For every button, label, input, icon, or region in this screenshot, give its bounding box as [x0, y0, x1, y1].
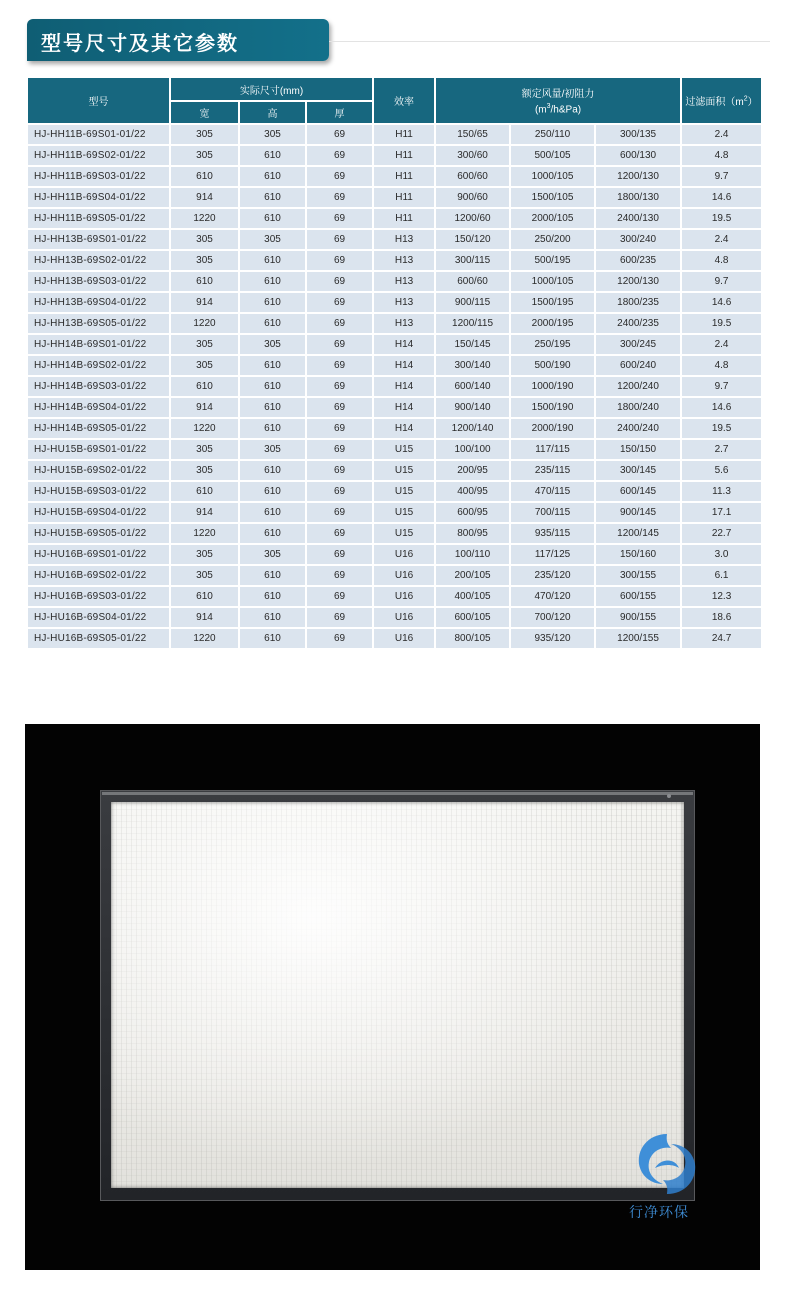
cell-filter-area: 24.7: [681, 628, 762, 649]
header-width: 宽: [170, 101, 239, 124]
cell-filter-area: 12.3: [681, 586, 762, 607]
cell-width: 305: [170, 145, 239, 166]
cell-width: 305: [170, 250, 239, 271]
cell-airflow-1: 100/100: [435, 439, 510, 460]
cell-width: 914: [170, 607, 239, 628]
cell-airflow-1: 100/110: [435, 544, 510, 565]
cell-efficiency: H13: [373, 250, 435, 271]
cell-airflow-1: 150/65: [435, 124, 510, 145]
cell-efficiency: H11: [373, 145, 435, 166]
cell-filter-area: 9.7: [681, 166, 762, 187]
cell-airflow-1: 300/60: [435, 145, 510, 166]
table-row: [27, 355, 762, 376]
cell-airflow-2: 1000/105: [510, 271, 595, 292]
header-efficiency: 效率: [373, 77, 435, 124]
cell-model: HJ-HH14B-69S05-01/22: [27, 418, 170, 439]
cell-filter-area: 4.8: [681, 355, 762, 376]
table-row: [27, 208, 762, 229]
cell-depth: 69: [306, 418, 373, 439]
cell-width: 914: [170, 397, 239, 418]
header-model: 型号: [27, 77, 170, 124]
table-row: [27, 187, 762, 208]
cell-depth: 69: [306, 481, 373, 502]
cell-depth: 69: [306, 208, 373, 229]
cell-model: HJ-HH13B-69S02-01/22: [27, 250, 170, 271]
cell-model: HJ-HH11B-69S05-01/22: [27, 208, 170, 229]
cell-filter-area: 9.7: [681, 271, 762, 292]
cell-efficiency: H11: [373, 187, 435, 208]
cell-height: 610: [239, 586, 306, 607]
cell-efficiency: H13: [373, 229, 435, 250]
cell-filter-area: 14.6: [681, 187, 762, 208]
table-row: [27, 145, 762, 166]
cell-height: 610: [239, 397, 306, 418]
cell-height: 610: [239, 418, 306, 439]
cell-depth: 69: [306, 628, 373, 649]
cell-depth: 69: [306, 250, 373, 271]
cell-depth: 69: [306, 439, 373, 460]
cell-airflow-1: 200/105: [435, 565, 510, 586]
spec-table: [26, 76, 763, 650]
cell-airflow-2: 117/115: [510, 439, 595, 460]
cell-model: HJ-HH11B-69S02-01/22: [27, 145, 170, 166]
cell-efficiency: U16: [373, 586, 435, 607]
cell-airflow-3: 2400/240: [595, 418, 681, 439]
cell-filter-area: 19.5: [681, 208, 762, 229]
table-row: [27, 313, 762, 334]
cell-airflow-3: 1200/130: [595, 166, 681, 187]
table-row: [27, 481, 762, 502]
cell-height: 305: [239, 334, 306, 355]
table-row: [27, 502, 762, 523]
cell-airflow-1: 1200/60: [435, 208, 510, 229]
cell-airflow-3: 300/240: [595, 229, 681, 250]
cell-airflow-1: 900/60: [435, 187, 510, 208]
cell-height: 610: [239, 502, 306, 523]
cell-airflow-2: 250/110: [510, 124, 595, 145]
cell-airflow-3: 300/135: [595, 124, 681, 145]
cell-model: HJ-HH14B-69S04-01/22: [27, 397, 170, 418]
cell-airflow-3: 1800/240: [595, 397, 681, 418]
cell-airflow-2: 250/200: [510, 229, 595, 250]
filter-frame: [100, 790, 695, 1201]
spec-table-container: [26, 76, 761, 650]
cell-model: HJ-HU16B-69S04-01/22: [27, 607, 170, 628]
table-row: [27, 334, 762, 355]
cell-efficiency: H14: [373, 355, 435, 376]
cell-airflow-2: 2000/105: [510, 208, 595, 229]
cell-filter-area: 14.6: [681, 292, 762, 313]
cell-depth: 69: [306, 502, 373, 523]
cell-model: HJ-HH11B-69S04-01/22: [27, 187, 170, 208]
cell-width: 914: [170, 502, 239, 523]
cell-height: 610: [239, 523, 306, 544]
cell-airflow-3: 2400/235: [595, 313, 681, 334]
cell-efficiency: H14: [373, 418, 435, 439]
cell-airflow-2: 2000/195: [510, 313, 595, 334]
cell-efficiency: H14: [373, 376, 435, 397]
cell-width: 1220: [170, 313, 239, 334]
cell-depth: 69: [306, 544, 373, 565]
table-row: [27, 250, 762, 271]
header-depth: 厚: [306, 101, 373, 124]
cell-airflow-3: 1800/130: [595, 187, 681, 208]
cell-depth: 69: [306, 166, 373, 187]
table-row: [27, 397, 762, 418]
cell-efficiency: U16: [373, 544, 435, 565]
cell-airflow-3: 1200/155: [595, 628, 681, 649]
cell-airflow-3: 600/130: [595, 145, 681, 166]
cell-width: 305: [170, 229, 239, 250]
cell-width: 1220: [170, 208, 239, 229]
cell-height: 305: [239, 229, 306, 250]
cell-depth: 69: [306, 565, 373, 586]
cell-filter-area: 9.7: [681, 376, 762, 397]
cell-airflow-1: 600/60: [435, 166, 510, 187]
product-photo: [25, 724, 760, 1270]
table-row: [27, 418, 762, 439]
cell-airflow-2: 1500/105: [510, 187, 595, 208]
cell-efficiency: H13: [373, 313, 435, 334]
cell-width: 305: [170, 334, 239, 355]
cell-height: 610: [239, 565, 306, 586]
cell-depth: 69: [306, 376, 373, 397]
section-banner: [27, 19, 329, 61]
cell-height: 610: [239, 313, 306, 334]
cell-airflow-1: 600/105: [435, 607, 510, 628]
cell-depth: 69: [306, 124, 373, 145]
cell-height: 610: [239, 187, 306, 208]
cell-model: HJ-HH14B-69S02-01/22: [27, 355, 170, 376]
header-size-group: 实际尺寸(mm): [170, 77, 373, 101]
table-row: [27, 376, 762, 397]
cell-depth: 69: [306, 187, 373, 208]
cell-model: HJ-HH13B-69S05-01/22: [27, 313, 170, 334]
cell-efficiency: H11: [373, 124, 435, 145]
cell-airflow-2: 1000/105: [510, 166, 595, 187]
cell-airflow-1: 600/60: [435, 271, 510, 292]
cell-airflow-2: 250/195: [510, 334, 595, 355]
cell-efficiency: U16: [373, 607, 435, 628]
cell-height: 610: [239, 628, 306, 649]
table-row: [27, 292, 762, 313]
cell-airflow-3: 900/155: [595, 607, 681, 628]
table-row: [27, 607, 762, 628]
cell-efficiency: H11: [373, 208, 435, 229]
cell-width: 914: [170, 292, 239, 313]
cell-airflow-1: 800/95: [435, 523, 510, 544]
cell-efficiency: U15: [373, 523, 435, 544]
table-row: [27, 523, 762, 544]
cell-width: 305: [170, 460, 239, 481]
cell-model: HJ-HU16B-69S02-01/22: [27, 565, 170, 586]
cell-model: HJ-HU15B-69S01-01/22: [27, 439, 170, 460]
cell-model: HJ-HH13B-69S04-01/22: [27, 292, 170, 313]
cell-airflow-3: 150/160: [595, 544, 681, 565]
cell-depth: 69: [306, 586, 373, 607]
cell-airflow-1: 150/145: [435, 334, 510, 355]
header-airflow-line2: $(m^3/h\&Pa)$: [534, 103, 582, 116]
cell-height: 610: [239, 250, 306, 271]
cell-airflow-3: 600/235: [595, 250, 681, 271]
banner-divider: [329, 41, 770, 42]
cell-width: 1220: [170, 418, 239, 439]
cell-depth: 69: [306, 313, 373, 334]
frame-edge-highlight: [102, 792, 693, 795]
cell-model: HJ-HU16B-69S01-01/22: [27, 544, 170, 565]
cell-height: 610: [239, 376, 306, 397]
cell-height: 610: [239, 460, 306, 481]
cell-width: 305: [170, 439, 239, 460]
cell-efficiency: H13: [373, 292, 435, 313]
cell-efficiency: U15: [373, 502, 435, 523]
cell-model: HJ-HU16B-69S03-01/22: [27, 586, 170, 607]
cell-height: 610: [239, 271, 306, 292]
cell-filter-area: 11.3: [681, 481, 762, 502]
cell-model: HJ-HH14B-69S01-01/22: [27, 334, 170, 355]
cell-airflow-2: 470/120: [510, 586, 595, 607]
cell-airflow-1: 900/115: [435, 292, 510, 313]
cell-width: 305: [170, 565, 239, 586]
cell-filter-area: 2.7: [681, 439, 762, 460]
cell-model: HJ-HH11B-69S01-01/22: [27, 124, 170, 145]
cell-efficiency: H14: [373, 334, 435, 355]
cell-model: HJ-HU15B-69S05-01/22: [27, 523, 170, 544]
cell-airflow-1: 900/140: [435, 397, 510, 418]
cell-height: 610: [239, 481, 306, 502]
cell-airflow-1: 600/140: [435, 376, 510, 397]
cell-airflow-2: 500/105: [510, 145, 595, 166]
cell-width: 305: [170, 544, 239, 565]
cell-airflow-2: 1000/190: [510, 376, 595, 397]
header-filter-area: 过滤面积$(m^2)$: [681, 77, 762, 124]
table-row: [27, 628, 762, 649]
cell-height: 610: [239, 355, 306, 376]
cell-width: 610: [170, 166, 239, 187]
cell-depth: 69: [306, 460, 373, 481]
cell-filter-area: 6.1: [681, 565, 762, 586]
cell-model: HJ-HH11B-69S03-01/22: [27, 166, 170, 187]
table-row: [27, 439, 762, 460]
cell-height: 610: [239, 166, 306, 187]
cell-airflow-2: 235/115: [510, 460, 595, 481]
cell-depth: 69: [306, 523, 373, 544]
header-airflow-group: [435, 77, 681, 124]
cell-airflow-1: 800/105: [435, 628, 510, 649]
cell-depth: 69: [306, 355, 373, 376]
section-title: 型号尺寸及其它参数: [41, 31, 239, 55]
table-row: [27, 166, 762, 187]
cell-airflow-1: 300/140: [435, 355, 510, 376]
cell-airflow-3: 2400/130: [595, 208, 681, 229]
cell-depth: 69: [306, 145, 373, 166]
table-row: [27, 565, 762, 586]
cell-airflow-3: 300/155: [595, 565, 681, 586]
cell-filter-area: 17.1: [681, 502, 762, 523]
cell-width: 1220: [170, 523, 239, 544]
cell-efficiency: U15: [373, 460, 435, 481]
cell-airflow-1: 1200/115: [435, 313, 510, 334]
table-row: [27, 124, 762, 145]
cell-efficiency: U16: [373, 628, 435, 649]
cell-airflow-3: 600/145: [595, 481, 681, 502]
cell-airflow-2: 1500/190: [510, 397, 595, 418]
cell-model: HJ-HH13B-69S03-01/22: [27, 271, 170, 292]
cell-filter-area: 14.6: [681, 397, 762, 418]
cell-depth: 69: [306, 334, 373, 355]
cell-airflow-1: 400/105: [435, 586, 510, 607]
cell-height: 610: [239, 145, 306, 166]
cell-width: 914: [170, 187, 239, 208]
cell-airflow-1: 400/95: [435, 481, 510, 502]
cell-airflow-1: 1200/140: [435, 418, 510, 439]
cell-model: HJ-HU15B-69S04-01/22: [27, 502, 170, 523]
cell-airflow-2: 117/125: [510, 544, 595, 565]
cell-airflow-2: 2000/190: [510, 418, 595, 439]
cell-airflow-2: 500/195: [510, 250, 595, 271]
cell-airflow-3: 300/245: [595, 334, 681, 355]
cell-width: 610: [170, 271, 239, 292]
cell-airflow-3: 900/145: [595, 502, 681, 523]
cell-filter-area: 4.8: [681, 145, 762, 166]
cell-airflow-3: 300/145: [595, 460, 681, 481]
cell-width: 305: [170, 355, 239, 376]
cell-airflow-2: 700/120: [510, 607, 595, 628]
cell-efficiency: H14: [373, 397, 435, 418]
cell-height: 610: [239, 292, 306, 313]
header-height: 高: [239, 101, 306, 124]
cell-width: 610: [170, 481, 239, 502]
cell-height: 305: [239, 439, 306, 460]
frame-rivet: [667, 794, 671, 798]
cell-height: 305: [239, 544, 306, 565]
cell-airflow-3: 150/150: [595, 439, 681, 460]
cell-width: 610: [170, 586, 239, 607]
cell-width: 305: [170, 124, 239, 145]
cell-width: 1220: [170, 628, 239, 649]
cell-airflow-2: 470/115: [510, 481, 595, 502]
cell-airflow-1: 600/95: [435, 502, 510, 523]
cell-efficiency: U15: [373, 481, 435, 502]
cell-filter-area: 19.5: [681, 313, 762, 334]
cell-height: 305: [239, 124, 306, 145]
cell-airflow-1: 150/120: [435, 229, 510, 250]
cell-depth: 69: [306, 292, 373, 313]
cell-filter-area: 2.4: [681, 334, 762, 355]
cell-filter-area: 2.4: [681, 124, 762, 145]
cell-airflow-2: 500/190: [510, 355, 595, 376]
cell-airflow-2: 700/115: [510, 502, 595, 523]
cell-model: HJ-HH14B-69S03-01/22: [27, 376, 170, 397]
table-row: [27, 460, 762, 481]
cell-filter-area: 18.6: [681, 607, 762, 628]
cell-filter-area: 19.5: [681, 418, 762, 439]
cell-filter-area: 4.8: [681, 250, 762, 271]
cell-filter-area: 22.7: [681, 523, 762, 544]
logo-brand-text: 行净环保: [629, 1205, 689, 1221]
cell-airflow-1: 200/95: [435, 460, 510, 481]
cell-model: HJ-HU16B-69S05-01/22: [27, 628, 170, 649]
cell-filter-area: 3.0: [681, 544, 762, 565]
cell-airflow-3: 1200/240: [595, 376, 681, 397]
cell-airflow-3: 600/155: [595, 586, 681, 607]
table-row: [27, 229, 762, 250]
cell-depth: 69: [306, 271, 373, 292]
cell-efficiency: U15: [373, 439, 435, 460]
cell-airflow-3: 1200/145: [595, 523, 681, 544]
cell-model: HJ-HU15B-69S02-01/22: [27, 460, 170, 481]
cell-airflow-2: 935/115: [510, 523, 595, 544]
cell-airflow-2: 935/120: [510, 628, 595, 649]
table-row: [27, 271, 762, 292]
cell-airflow-3: 1800/235: [595, 292, 681, 313]
cell-efficiency: U16: [373, 565, 435, 586]
cell-airflow-2: 235/120: [510, 565, 595, 586]
header-airflow-line1: 额定风量/初阻力: [521, 89, 595, 101]
cell-airflow-3: 1200/130: [595, 271, 681, 292]
cell-depth: 69: [306, 607, 373, 628]
cell-height: 610: [239, 208, 306, 229]
cell-width: 610: [170, 376, 239, 397]
filter-media: [111, 802, 684, 1188]
cell-efficiency: H11: [373, 166, 435, 187]
cell-filter-area: 5.6: [681, 460, 762, 481]
cell-airflow-1: 300/115: [435, 250, 510, 271]
table-row: [27, 544, 762, 565]
table-row: [27, 586, 762, 607]
spec-table-body: [27, 124, 762, 649]
swirl-logo-icon: [631, 1128, 703, 1200]
cell-model: HJ-HH13B-69S01-01/22: [27, 229, 170, 250]
cell-airflow-2: 1500/195: [510, 292, 595, 313]
cell-height: 610: [239, 607, 306, 628]
cell-depth: 69: [306, 397, 373, 418]
cell-airflow-3: 600/240: [595, 355, 681, 376]
cell-depth: 69: [306, 229, 373, 250]
cell-efficiency: H13: [373, 271, 435, 292]
cell-model: HJ-HU15B-69S03-01/22: [27, 481, 170, 502]
cell-filter-area: 2.4: [681, 229, 762, 250]
